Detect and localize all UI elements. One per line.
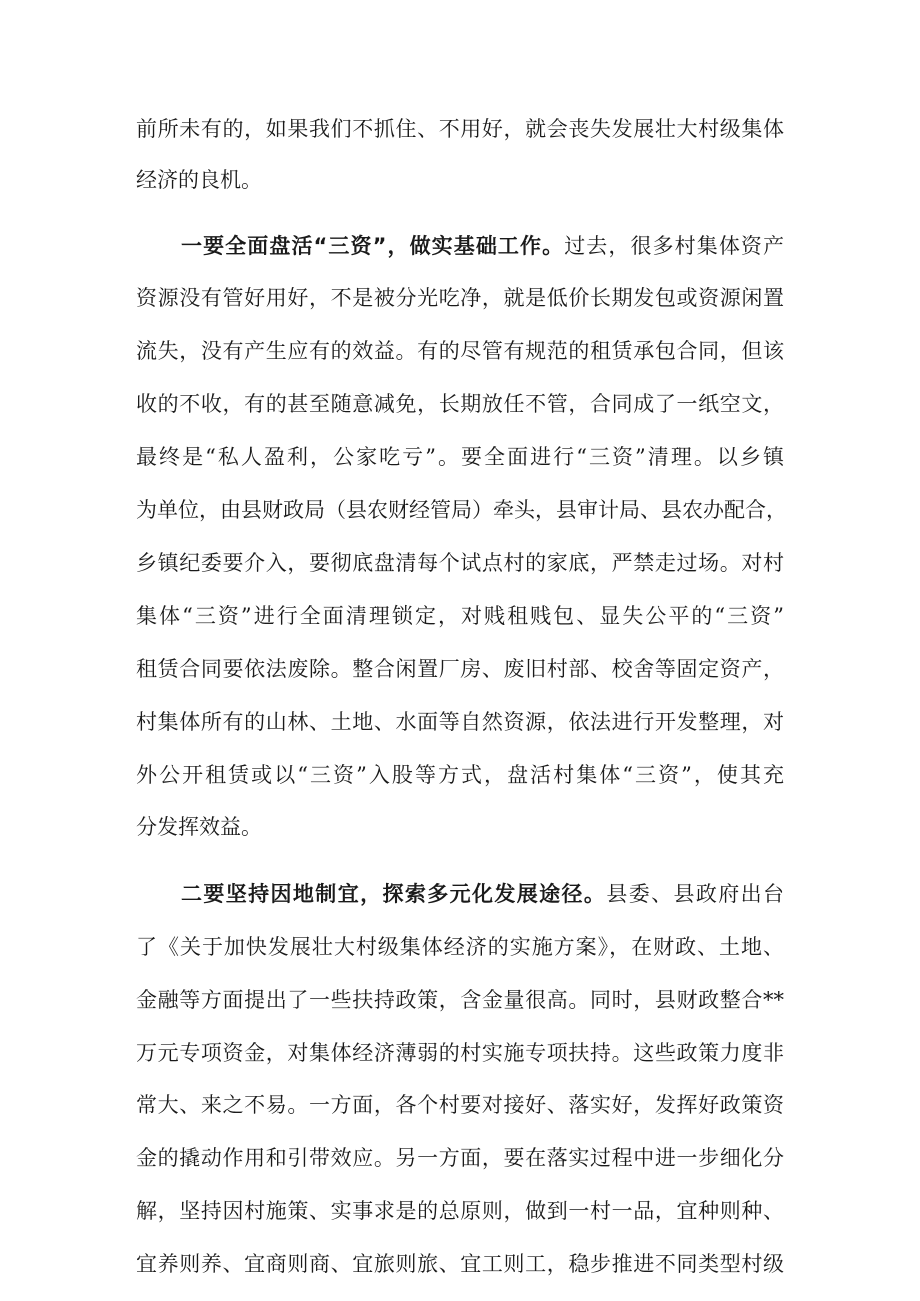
- paragraph-line: 分发挥效益。: [136, 815, 262, 839]
- paragraph-line: 解，坚持因村施策、实事求是的总原则，做到一村一品，宜种则种、: [136, 1199, 784, 1223]
- paragraph-line: 了《关于加快发展壮大村级集体经济的实施方案》，在财政、土地、: [136, 935, 784, 959]
- paragraph-line: 常大、来之不易。一方面，各个村要对接好、落实好，发挥好政策资: [136, 1093, 784, 1117]
- paragraph-line: 资源没有管好用好，不是被分光吃净，就是低价长期发包或资源闲置: [136, 286, 784, 310]
- section-2-first-line-text: 县委、县政府出台: [606, 882, 785, 906]
- paragraph-line: 前所未有的，如果我们不抓住、不用好，就会丧失发展壮大村级集体: [136, 117, 784, 141]
- section-1-first-line: [181, 232, 784, 260]
- paragraph-line: 外公开租赁或以“三资”入股等方式，盘活村集体“三资”，使其充: [136, 763, 784, 787]
- paragraph-line: 经济的良机。: [136, 168, 262, 192]
- section-1-heading: 一要全面盘活“三资”，做实基础工作。: [181, 234, 565, 258]
- paragraph-line: 收的不收，有的甚至随意减免，长期放任不管，合同成了一纸空文，: [136, 392, 784, 416]
- paragraph-line: 金融等方面提出了一些扶持政策，含金量很高。同时，县财政整合**: [136, 988, 784, 1012]
- paragraph-line: 流失，没有产生应有的效益。有的尽管有规范的租赁承包合同，但该: [136, 339, 784, 363]
- paragraph-line: 为单位，由县财政局（县农财经管局）牵头，县审计局、县农办配合，: [136, 498, 787, 522]
- paragraph-line: 村集体所有的山林、土地、水面等自然资源，依法进行开发整理，对: [136, 710, 784, 734]
- section-2-first-line: [181, 880, 784, 908]
- paragraph-line: 乡镇纪委要介入，要彻底盘清每个试点村的家底，严禁走过场。对村: [136, 551, 784, 575]
- paragraph-line: 最终是“私人盈利，公家吃亏”。要全面进行“三资”清理。以乡镇: [136, 445, 784, 469]
- paragraph-line: 租赁合同要依法废除。整合闲置厂房、废旧村部、校舍等固定资产，: [136, 657, 784, 681]
- paragraph-line: 集体“三资”进行全面清理锁定，对贱租贱包、显失公平的“三资”: [136, 604, 784, 628]
- paragraph-line: 金的撬动作用和引带效应。另一方面，要在落实过程中进一步细化分: [136, 1146, 784, 1170]
- section-1-first-line-text: 过去，很多村集体资产: [564, 234, 784, 258]
- section-2-heading: 二要坚持因地制宜，探索多元化发展途径。: [181, 882, 607, 906]
- paragraph-line: 万元专项资金，对集体经济薄弱的村实施专项扶持。这些政策力度非: [136, 1041, 784, 1065]
- paragraph-line: 宜养则养、宜商则商、宜旅则旅、宜工则工，稳步推进不同类型村级: [136, 1252, 784, 1276]
